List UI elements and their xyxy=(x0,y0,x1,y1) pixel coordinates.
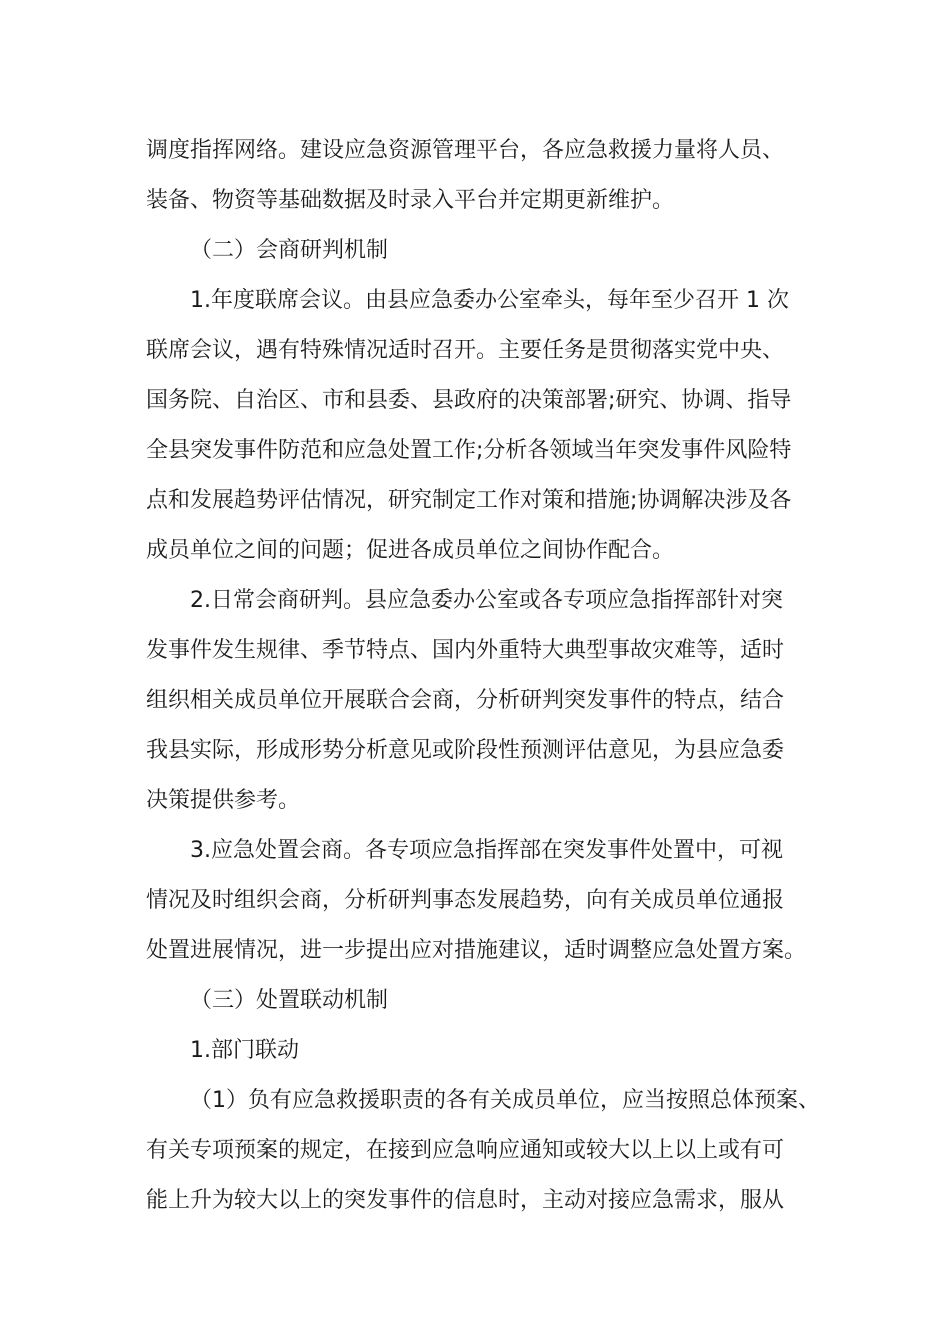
paragraph-line: 国务院、自治区、市和县委、县政府的决策部署;研究、协调、指导 xyxy=(146,388,792,413)
paragraph-line: 我县实际，形成形势分析意见或阶段性预测评估意见，为县应急委 xyxy=(146,738,785,763)
paragraph-line: 1.年度联席会议。由县应急委办公室牵头，每年至少召开 1 次 xyxy=(190,288,789,313)
paragraph-line: 点和发展趋势评估情况，研究制定工作对策和措施;协调解决涉及各 xyxy=(146,488,792,513)
paragraph-line: 装备、物资等基础数据及时录入平台并定期更新维护。 xyxy=(146,188,675,213)
paragraph-line: 2.日常会商研判。县应急委办公室或各专项应急指挥部针对突 xyxy=(190,588,783,613)
subsection-heading: 1.部门联动 xyxy=(190,1038,299,1063)
section-heading: （二）会商研判机制 xyxy=(190,238,389,263)
paragraph-line: 情况及时组织会商，分析研判事态发展趋势，向有关成员单位通报 xyxy=(146,888,785,913)
section-heading: （三）处置联动机制 xyxy=(190,988,389,1013)
paragraph-line: 全县突发事件防范和应急处置工作;分析各领域当年突发事件风险特 xyxy=(146,438,792,463)
paragraph-line: 决策提供参考。 xyxy=(146,788,301,813)
paragraph-line: 能上升为较大以上的突发事件的信息时，主动对接应急需求，服从 xyxy=(146,1188,785,1213)
paragraph-line: 有关专项预案的规定，在接到应急响应通知或较大以上以上或有可 xyxy=(146,1138,785,1163)
paragraph-line: 发事件发生规律、季节特点、国内外重特大典型事故灾难等，适时 xyxy=(146,638,785,663)
paragraph-line: 联席会议，遇有特殊情况适时召开。主要任务是贯彻落实党中央、 xyxy=(146,338,785,363)
paragraph-line: 处置进展情况，进一步提出应对措施建议，适时调整应急处置方案。 xyxy=(146,938,807,963)
paragraph-line: （1）负有应急救援职责的各有关成员单位，应当按照总体预案、 xyxy=(190,1088,820,1113)
paragraph-line: 3.应急处置会商。各专项应急指挥部在突发事件处置中，可视 xyxy=(190,838,783,863)
paragraph-line: 组织相关成员单位开展联合会商，分析研判突发事件的特点，结合 xyxy=(146,688,785,713)
paragraph-line: 成员单位之间的问题；促进各成员单位之间协作配合。 xyxy=(146,538,675,563)
paragraph-line: 调度指挥网络。建设应急资源管理平台，各应急救援力量将人员、 xyxy=(146,138,785,163)
